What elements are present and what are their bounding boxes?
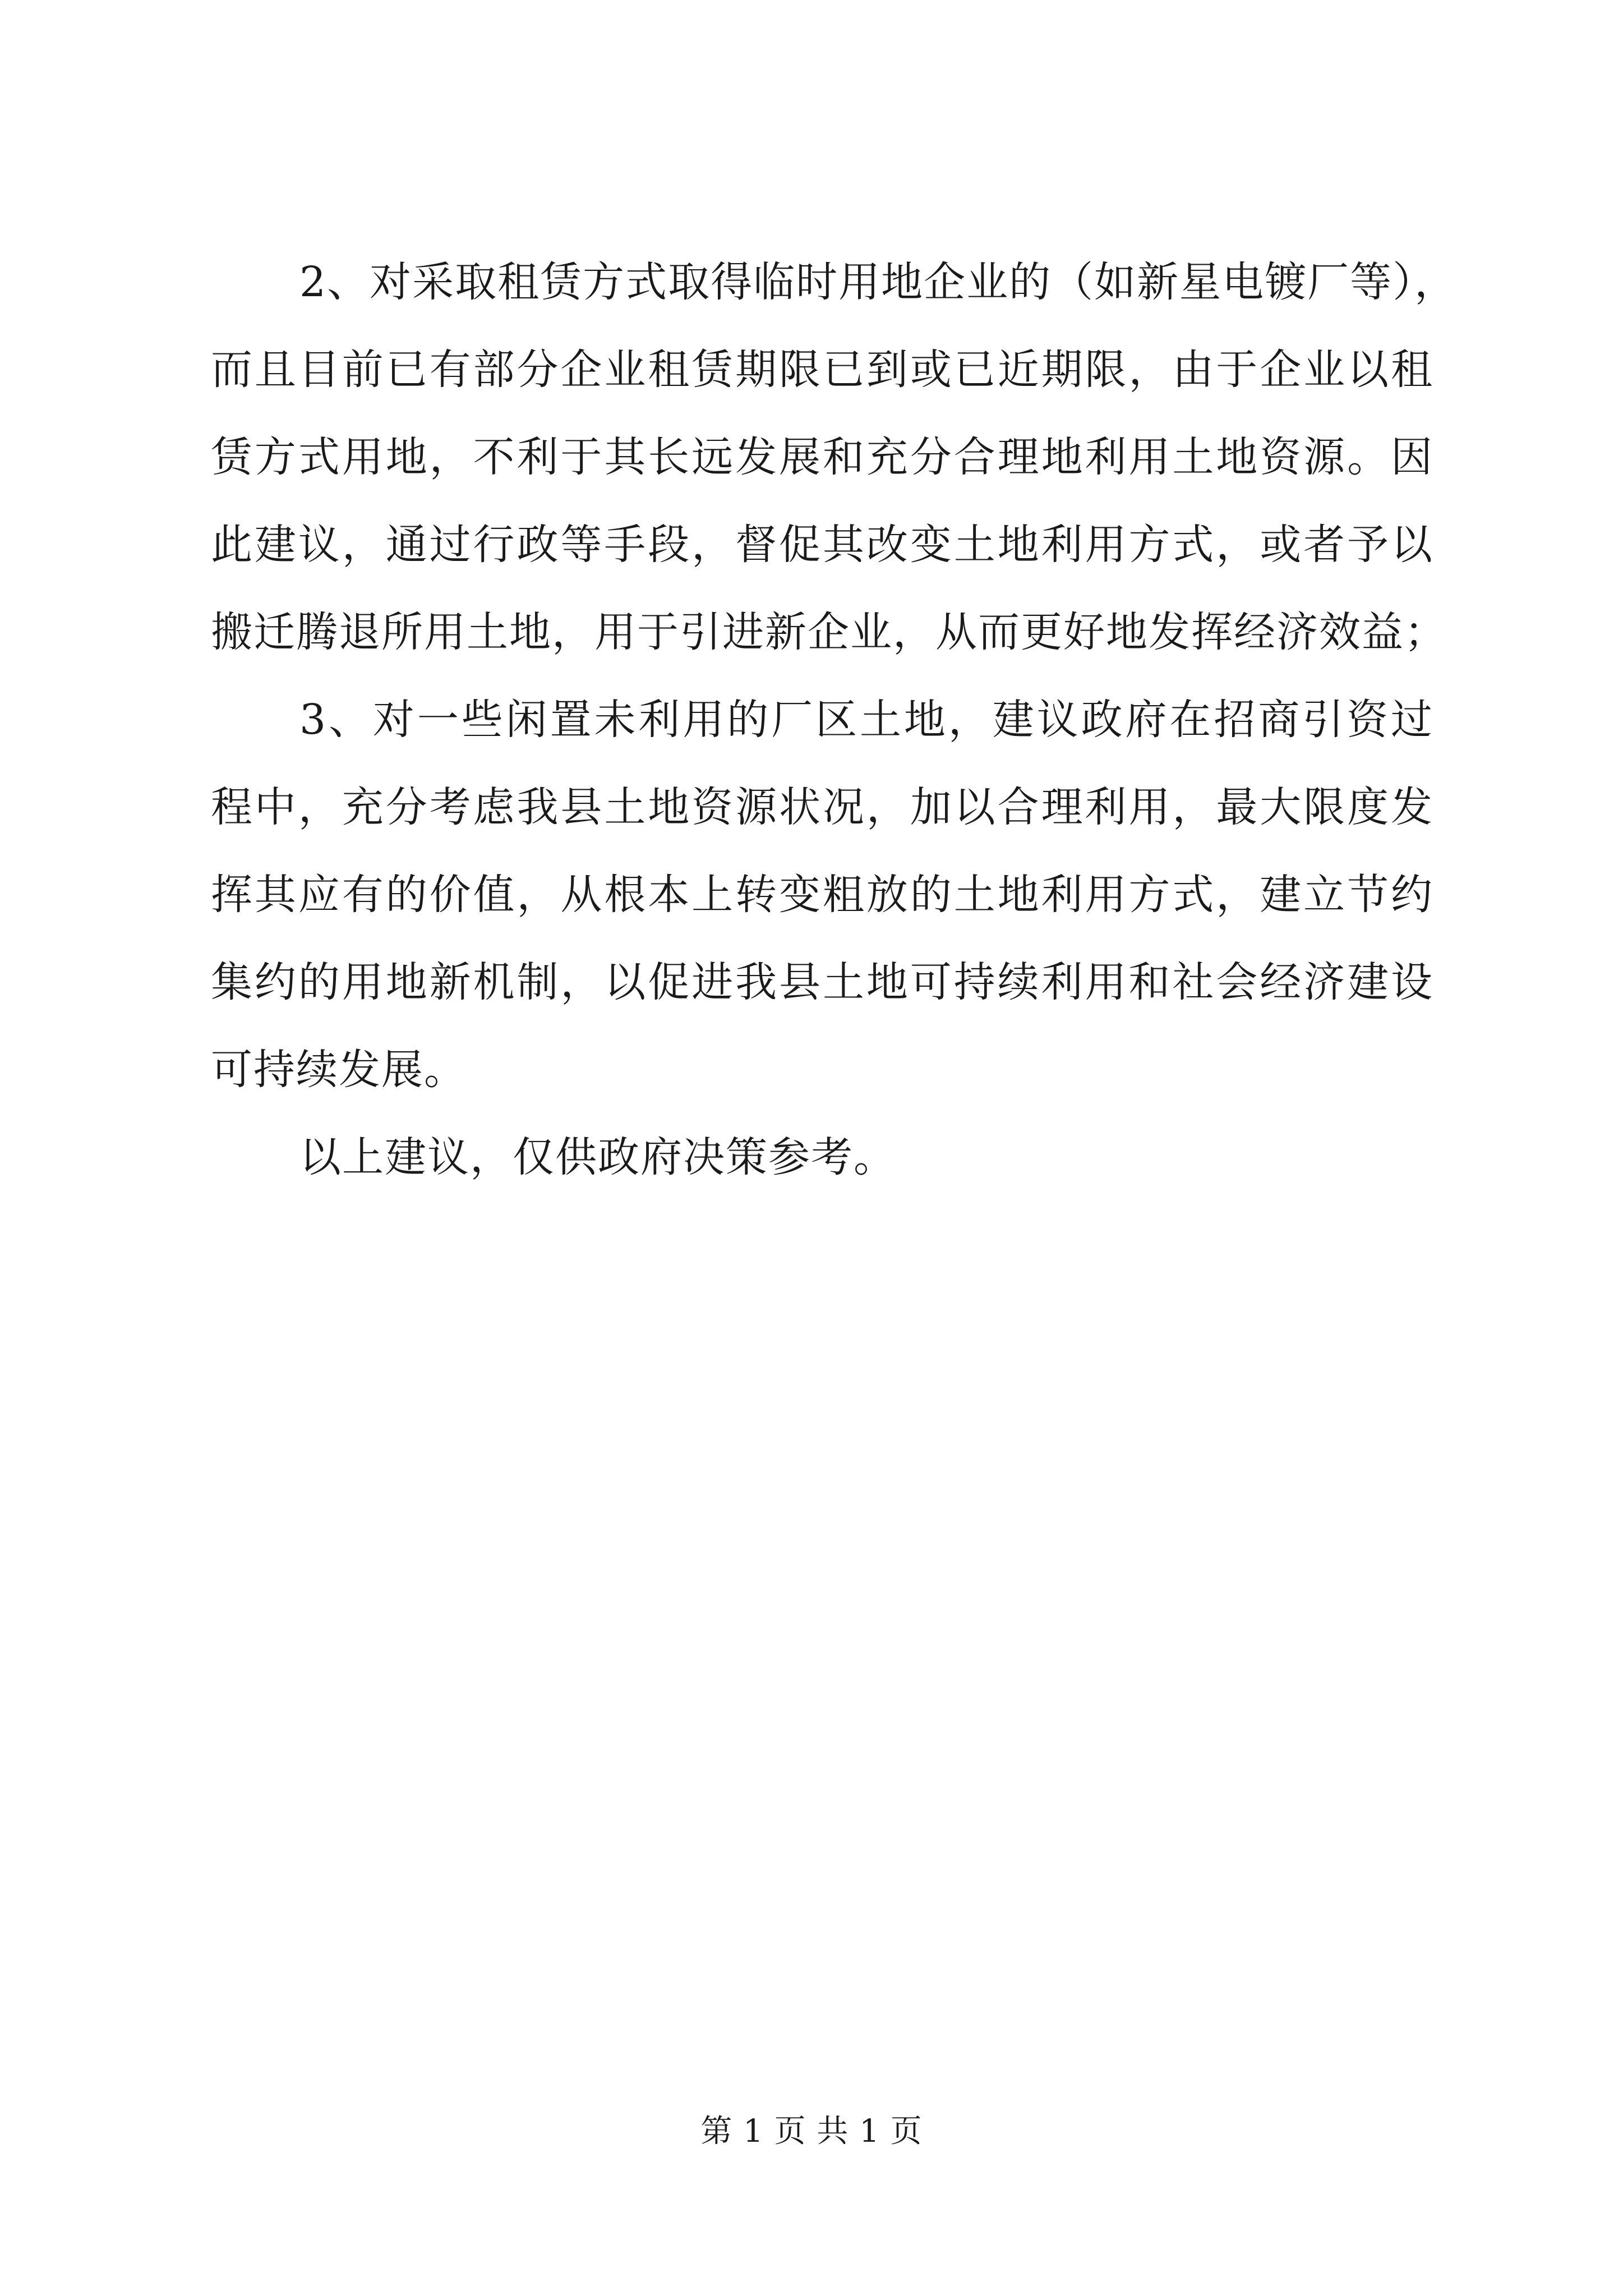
- paragraph-line: 可持续发展。: [211, 1046, 467, 1094]
- paragraph-line: 搬迁腾退所用土地，用于引进新企业，从而更好地发挥经济效益；: [211, 608, 1447, 656]
- paragraph-conclusion: [211, 1114, 1433, 1201]
- paragraph-2: [211, 238, 1458, 676]
- paragraph-line: 3、对一些闲置未利用的厂区土地，建议政府在招商引资过: [299, 696, 1433, 744]
- paragraph-line: 以上建议，仅供政府决策参考。: [299, 1133, 896, 1181]
- page-footer: [0, 2112, 1623, 2151]
- paragraph-3: [211, 676, 1433, 1114]
- paragraph-line: 2、对采取租赁方式取得临时用地企业的（如新星电镀厂等），: [299, 258, 1458, 306]
- paragraph-line: 程中，充分考虑我县土地资源状况，加以合理利用，最大限度发: [211, 783, 1433, 831]
- paragraph-line: 集约的用地新机制，以促进我县土地可持续利用和社会经济建设: [211, 958, 1433, 1006]
- document-body: [211, 238, 1458, 1201]
- paragraph-line: 此建议，通过行政等手段，督促其改变土地利用方式，或者予以: [211, 521, 1433, 569]
- paragraph-line: 赁方式用地，不利于其长远发展和充分合理地利用土地资源。因: [211, 433, 1433, 481]
- page-number-label: 第 1 页 共 1 页: [700, 2113, 923, 2150]
- paragraph-line: 而且目前已有部分企业租赁期限已到或已近期限，由于企业以租: [211, 346, 1433, 394]
- paragraph-line: 挥其应有的价值，从根本上转变粗放的土地利用方式，建立节约: [211, 871, 1433, 919]
